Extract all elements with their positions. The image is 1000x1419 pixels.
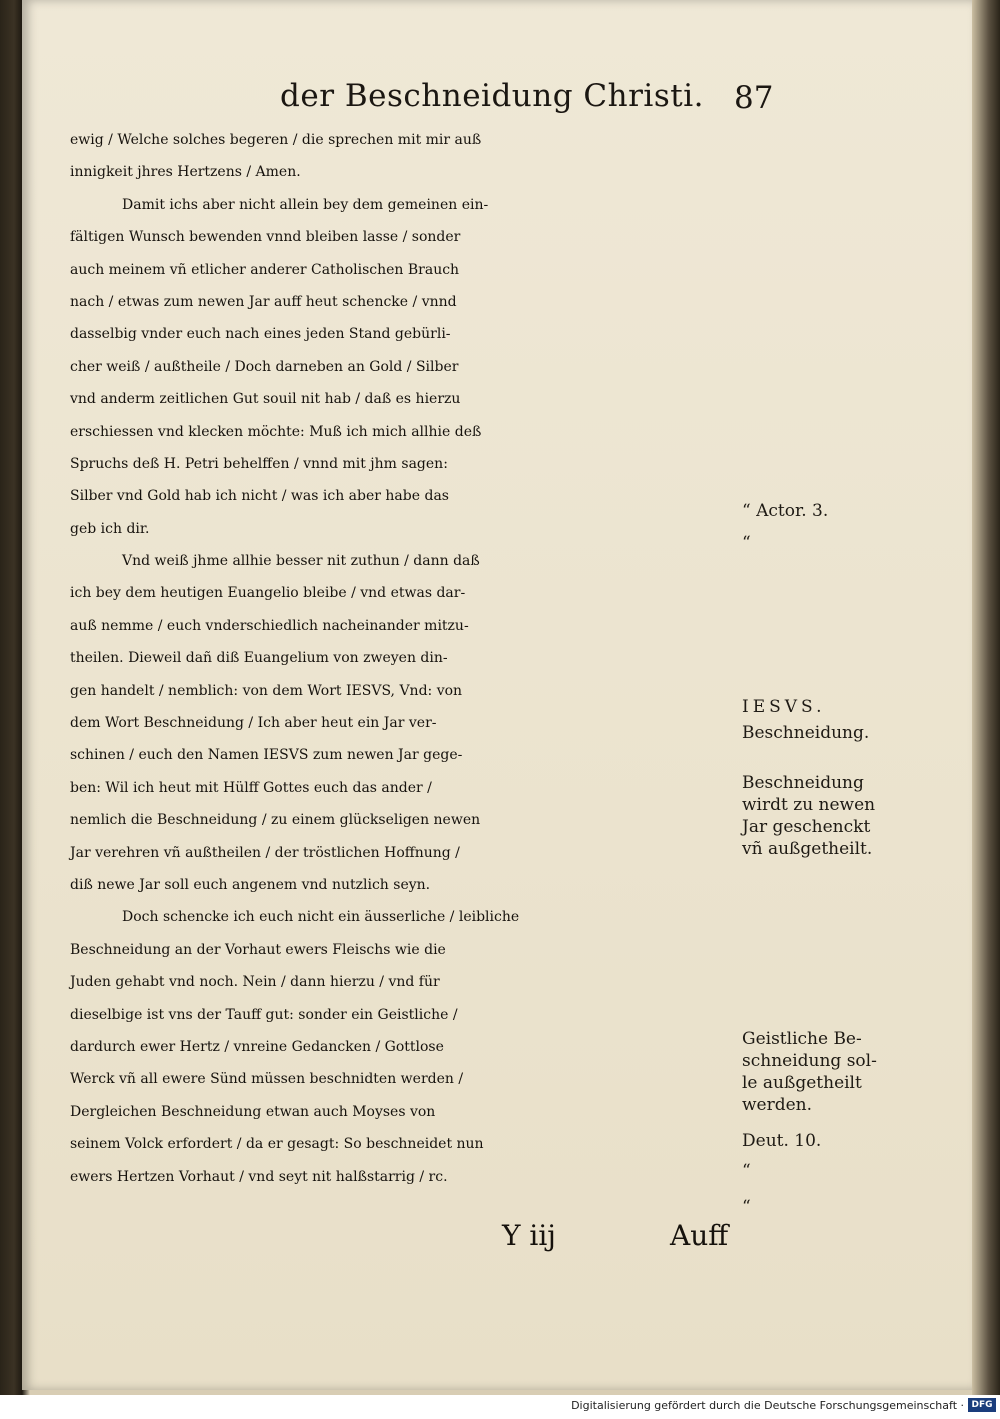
text-line: dasselbig vnder euch nach eines jeden Stand gebürli- <box>70 326 451 343</box>
text-line: dem Wort Beschneidung / Ich aber heut ein Jar ver- <box>70 715 437 732</box>
margin-note: Jar geschenckt <box>742 817 871 837</box>
margin-note: Deut. 10. <box>742 1131 822 1151</box>
text-line: Doch schencke ich euch nicht ein äusserliche / leibliche <box>122 909 520 926</box>
margin-note: vñ außgetheilt. <box>742 839 873 859</box>
text-line: fältigen Wunsch bewenden vnnd bleiben lasse / sonder <box>70 229 461 246</box>
margin-note: Beschneidung <box>742 773 864 793</box>
margin-note: “ <box>742 1197 751 1217</box>
text-line: Silber vnd Gold hab ich nicht / was ich aber habe das <box>70 488 449 505</box>
text-line: gen handelt / nemblich: von dem Wort IESVS, Vnd: von <box>70 682 463 699</box>
text-line: schinen / euch den Namen IESVS zum newen Jar gege- <box>70 747 463 764</box>
text-line: Damit ichs aber nicht allein bey dem gemeinen ein- <box>122 196 489 213</box>
margin-note: wirdt zu newen <box>742 795 876 815</box>
body-text <box>70 124 770 1193</box>
text-line: nemlich die Beschneidung / zu einem glückseligen newen <box>70 812 481 829</box>
text-line: geb ich dir. <box>70 520 150 537</box>
text-line: seinem Volck erfordert / da er gesagt: So beschneidet nun <box>70 1136 484 1153</box>
text-line: Spruchs deß H. Petri behelffen / vnnd mit jhm sagen: <box>70 455 448 472</box>
margin-note: IESVS. <box>742 697 826 717</box>
text-line: auch meinem vñ etlicher anderer Catholischen Brauch <box>70 261 460 278</box>
text-line: diß newe Jar soll euch angenem vnd nutzlich seyn. <box>70 876 431 893</box>
margin-note: “ <box>742 533 751 553</box>
text-line: Beschneidung an der Vorhaut ewers Fleischs wie die <box>70 941 446 958</box>
margin-note: “ Actor. 3. <box>742 501 829 521</box>
text-line: theilen. Dieweil dañ diß Euangelium von zweyen din- <box>70 650 448 667</box>
running-head: der Beschneidung Christi. <box>280 78 704 114</box>
margin-note: werden. <box>742 1095 813 1115</box>
text-line: ben: Wil ich heut mit Hülff Gottes euch das ander / <box>70 779 432 796</box>
text-line: Jar verehren vñ außtheilen / der tröstlichen Hoffnung / <box>70 844 460 861</box>
text-line: ewers Hertzen Vorhaut / vnd seyt nit halßstarrig / rc. <box>70 1168 448 1185</box>
text-line: Juden gehabt vnd noch. Nein / dann hierzu / vnd für <box>70 974 440 991</box>
text-line: Dergleichen Beschneidung etwan auch Moyses von <box>70 1103 436 1120</box>
margin-note: le außgetheilt <box>742 1073 862 1093</box>
book-page <box>22 0 972 1390</box>
catchword: Auff <box>670 1219 729 1252</box>
text-line: Werck vñ all ewere Sünd müssen beschnidten werden / <box>70 1071 464 1088</box>
dfg-logo: DFG <box>968 1398 996 1412</box>
text-line: erschiessen vnd klecken möchte: Muß ich mich allhie deß <box>70 423 482 440</box>
text-line: innigkeit jhres Hertzens / Amen. <box>70 164 301 181</box>
text-line: vnd anderm zeitlichen Gut souil nit hab / daß es hierzu <box>70 391 461 408</box>
text-line: ich bey dem heutigen Euangelio bleibe / vnd etwas dar- <box>70 585 466 602</box>
text-line: Vnd weiß jhme allhie besser nit zuthun / dann daß <box>122 553 480 570</box>
margin-note: Geistliche Be- <box>742 1029 862 1049</box>
page-number: 87 <box>734 80 774 116</box>
text-line: dardurch ewer Hertz / vnreine Gedancken / Gottlose <box>70 1038 444 1055</box>
footer-bar <box>0 1395 1000 1419</box>
text-line: nach / etwas zum newen Jar auff heut schencke / vnnd <box>70 293 457 310</box>
text-line: auß nemme / euch vnderschiedlich nacheinander mitzu- <box>70 617 469 634</box>
signature-mark: Y iij <box>502 1219 556 1252</box>
margin-note: Beschneidung. <box>742 723 870 743</box>
page-edge <box>972 0 1000 1395</box>
funding-credit: Digitalisierung gefördert durch die Deutsche Forschungsgemeinschaft · <box>571 1399 964 1412</box>
margin-note: schneidung sol- <box>742 1051 877 1071</box>
margin-note: “ <box>742 1161 751 1181</box>
text-line: cher weiß / außtheile / Doch darneben an Gold / Silber <box>70 358 459 375</box>
text-line: dieselbige ist vns der Tauff gut: sonder ein Geistliche / <box>70 1006 458 1023</box>
text-line: ewig / Welche solches begeren / die sprechen mit mir auß <box>70 132 482 148</box>
